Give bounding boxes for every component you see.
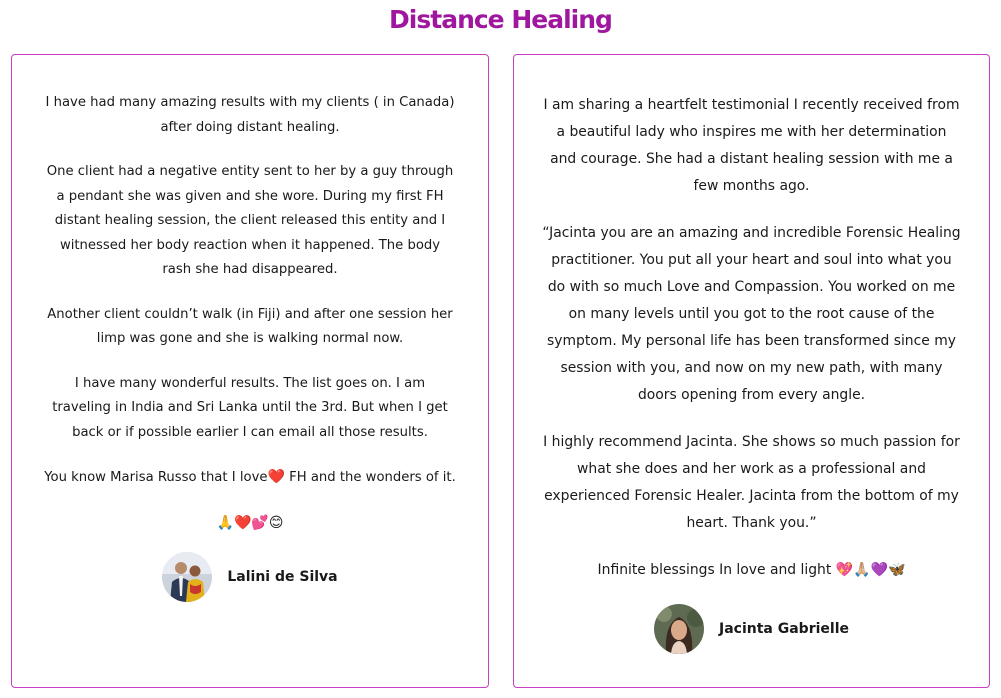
love-line-text-end: FH and the wonders of it.: [284, 470, 456, 485]
emoji-line: [44, 511, 456, 537]
blessing-text: Infinite blessings In love and light: [597, 562, 836, 578]
testimonial-paragraph: One client had a negative entity sent to her by a guy through a pendant she was given and she wore. During my first FH distant healing session, the client released this entity and I witnessed her body reaction when it happened. The body rash she had disappeared.: [46, 164, 454, 277]
love-line-text: You know Marisa Russo that I love: [44, 470, 268, 485]
testimonial-paragraph: Another client couldn’t walk (in Fiji) and after one session her limp was gone and she is walking normal now.: [47, 306, 453, 346]
avatar: [654, 604, 704, 654]
blessing-line: [542, 557, 961, 584]
testimonial-paragraph: I highly recommend Jacinta. She shows so much passion for what she does and her work as a professional and experienced Forensic Healer. Jacinta from the bottom of my heart. Thank you.”: [543, 434, 960, 531]
heart-prayer-butterfly-icons: 💖🙏🏼💜🦋: [835, 562, 906, 578]
author-name: Jacinta Gabrielle: [719, 621, 849, 637]
red-heart-icon: ❤️: [267, 469, 285, 485]
testimonial-paragraph: I have many wonderful results. The list goes on. I am traveling in India and Sri Lanka until the 3rd. But when I get back or if possible earlier I can email all those results.: [52, 375, 448, 440]
avatar: [162, 552, 212, 602]
testimonial-love-line: [44, 465, 456, 491]
testimonial-card-jacinta: [513, 54, 990, 688]
author-jacinta: [542, 604, 961, 654]
author-name: Lalini de Silva: [227, 569, 338, 585]
testimonial-paragraph: “Jacinta you are an amazing and incredible Forensic Healing practitioner. You put all your heart and soul into what you do with so much Love and Compassion. You worked on me on many levels until you got to the root cause of the symptom. My personal life has been transformed since my session with you, and now on my new path, with many doors opening from every angle.: [542, 225, 961, 403]
prayer-hearts-smile-icons: 🙏❤️💕😊: [216, 514, 284, 531]
page-title: Distance Healing: [389, 5, 612, 34]
author-lalini: [44, 552, 456, 602]
testimonial-paragraph: I am sharing a heartfelt testimonial I recently received from a beautiful lady who inspires me with her determination and courage. She had a distant healing session with me a few months ago.: [543, 97, 960, 194]
avatar-photo-icon: [162, 552, 212, 602]
testimonial-paragraph: I have had many amazing results with my clients ( in Canada) after doing distant healing.: [45, 95, 455, 135]
testimonial-card-lalini: [11, 54, 489, 688]
avatar-photo-icon: [654, 604, 704, 654]
